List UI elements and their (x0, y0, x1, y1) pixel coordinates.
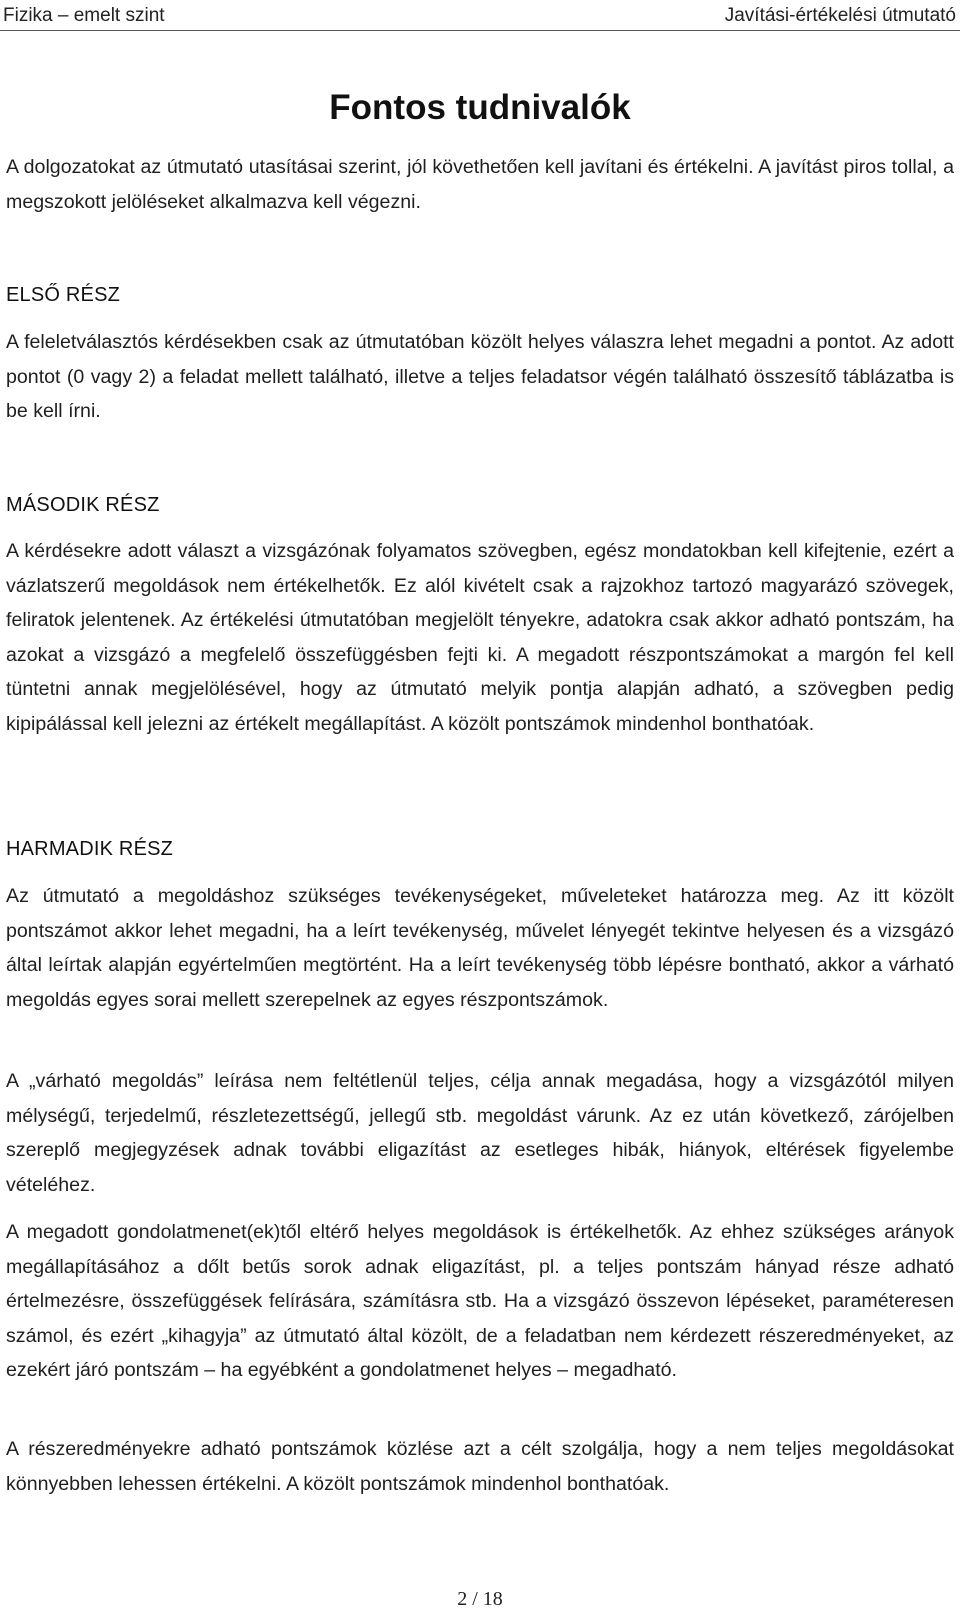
header-doc-type: Javítási-értékelési útmutató (724, 5, 956, 26)
header-divider (0, 30, 960, 31)
section-heading-part3: HARMADIK RÉSZ (6, 838, 174, 860)
part2-paragraph (6, 534, 954, 741)
part3-text-2: A „várható megoldás” leírása nem feltétlenül teljes, célja annak megadása, hogy a vizsgázótól milyen mélységű, terjedelmű, részletezettségű, jellegű stb. megoldást várunk. Az ez után következő, zárójelben szereplő megjegyzések adnak további eligazítást az esetleges hibák, hiányok, eltérések figyelembe vételéhez. (6, 1070, 954, 1196)
part3-paragraph-4 (6, 1432, 954, 1501)
part3-text-3: A megadott gondolatmenet(ek)től eltérő helyes megoldások is értékelhetők. Az ehhez szükséges arányok megállapításához a dőlt betűs sorok adnak eligazítást, pl. a teljes pontszám hányad része adható értelmezésre, összefüggések felírására, számításra stb. Ha a vizsgázó összevon lépéseket, paraméteresen számol, és ezért „kihagyja” az útmutató által közölt, de a feladatban nem kérdezett részeredményeket, az ezekért járó pontszám – ha egyébként a gondolatmenet helyes – megadható. (6, 1221, 954, 1381)
part3-paragraph-2 (6, 1064, 954, 1202)
part1-paragraph (6, 325, 954, 429)
intro-paragraph (6, 150, 954, 219)
page-title: Fontos tudnivalók (329, 88, 631, 127)
part2-text: A kérdésekre adott választ a vizsgázónak folyamatos szövegben, egész mondatokban kell kifejtenie, ezért a vázlatszerű megoldások nem értékelhetők. Ez alól kivételt csak a rajzokhoz tartozó magyarázó szövegek, feliratok jelentenek. Az értékelési útmutatóban megjelölt tényekre, adatokra csak akkor adható pontszám, ha azokat a vizsgázó a megfelelő összefüggésben fejti ki. A megadott részpontszámokat a margón fel kell tüntetni annak megjelölésével, hogy az útmutató melyik pontja alapján adható, a szövegben pedig kipipálással kell jelezni az értékelt megállapítást. A közölt pontszámok mindenhol bonthatóak. (6, 540, 954, 735)
part3-text-4: A részeredményekre adható pontszámok közlése azt a célt szolgálja, hogy a nem teljes megoldásokat könnyebben lehessen értékelni. A közölt pontszámok mindenhol bonthatóak. (6, 1438, 954, 1495)
part1-text: A feleletválasztós kérdésekben csak az útmutatóban közölt helyes válaszra lehet megadni a pontot. Az adott pontot (0 vagy 2) a feladat mellett található, illetve a teljes feladatsor végén található összesítő táblázatba is be kell írni. (6, 331, 954, 422)
intro-text: A dolgozatokat az útmutató utasításai szerint, jól követhetően kell javítani és értékelni. A javítást piros tollal, a megszokott jelöléseket alkalmazva kell végezni. (6, 156, 954, 213)
part3-paragraph-1 (6, 879, 954, 1017)
part3-paragraph-3 (6, 1215, 954, 1388)
section-heading-part1: ELSŐ RÉSZ (6, 284, 121, 306)
section-heading-part2: MÁSODIK RÉSZ (6, 494, 160, 516)
page-number: 2 / 18 (457, 1588, 503, 1610)
header-subject: Fizika – emelt szint (3, 5, 165, 26)
page-header (0, 0, 960, 34)
part3-text-1: Az útmutató a megoldáshoz szükséges tevékenységeket, műveleteket határozza meg. Az itt közölt pontszámot akkor lehet megadni, ha a leírt tevékenység, művelet lényegét tekintve helyesen és a vizsgázó által leírtak alapján egyértelműen megtörtént. Ha a leírt tevékenység több lépésre bontható, akkor a várható megoldás egyes sorai mellett szerepelnek az egyes részpontszámok. (6, 885, 954, 1011)
